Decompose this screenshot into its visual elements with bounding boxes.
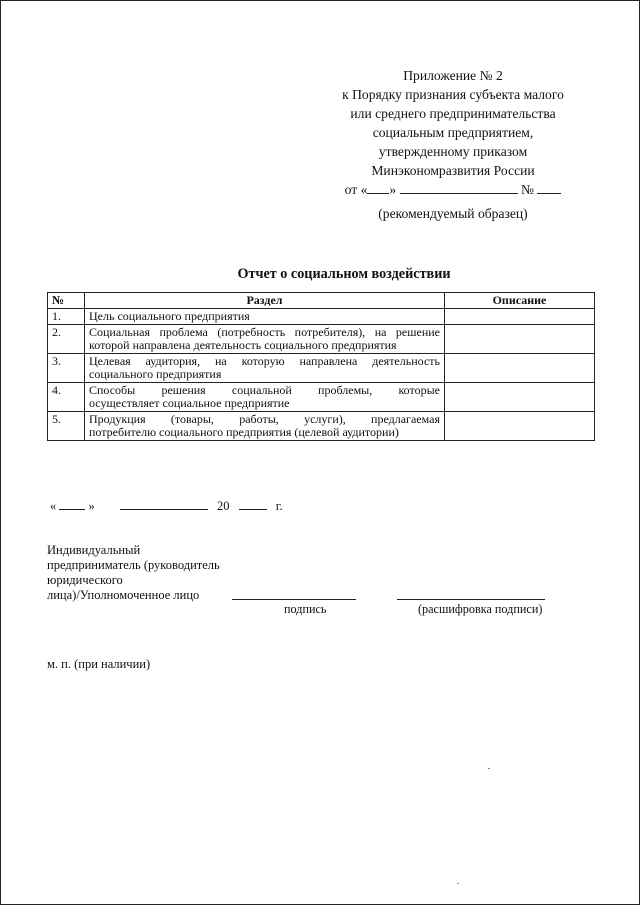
day-blank [367, 181, 389, 194]
sample-note: (рекомендуемый образец) [378, 206, 528, 221]
appendix-line: социальным предприятием, [372, 125, 534, 140]
column-header-number: № [48, 293, 85, 309]
table-row [48, 354, 595, 383]
month-blank [400, 181, 518, 194]
row-section [85, 354, 445, 383]
date-mid: » [389, 182, 397, 197]
scan-speck [457, 883, 459, 884]
row-section-line: Целевая аудитория, на которую направлена деятельность [89, 354, 440, 368]
row-section-line: осуществляет социальное предприятие [89, 396, 290, 410]
table-row [48, 325, 595, 354]
row-description-cell[interactable] [445, 383, 595, 412]
number-sign: № [520, 182, 534, 197]
report-title: Отчет о социальном воздействии [237, 266, 451, 282]
decryption-caption: (расшифровка подписи) [418, 602, 543, 616]
number-blank [537, 181, 561, 194]
date-prefix: от « [344, 182, 368, 197]
row-description-cell[interactable] [445, 309, 595, 325]
row-description-cell[interactable] [445, 354, 595, 383]
table-header-row [48, 293, 595, 309]
report-date-line [50, 498, 283, 514]
day-field[interactable] [59, 498, 85, 510]
year-prefix: 20 [217, 499, 230, 513]
row-section-line: Цель социального предприятия [89, 309, 250, 323]
signer-line: Индивидуальный [47, 543, 141, 557]
column-header-section: Раздел [85, 293, 445, 309]
date-close-quote: » [88, 499, 95, 513]
year-suffix: г. [275, 499, 283, 513]
column-header-description: Описание [445, 293, 595, 309]
row-section [85, 412, 445, 441]
row-section-line: социального предприятия [89, 367, 222, 381]
row-number: 4. [48, 383, 85, 412]
row-section [85, 383, 445, 412]
table-row [48, 309, 595, 325]
appendix-line: или среднего предпринимательства [350, 106, 556, 121]
row-description-cell[interactable] [445, 325, 595, 354]
signer-line: предприниматель (руководитель [47, 558, 220, 572]
appendix-line: Минэкономразвития России [371, 163, 535, 178]
row-section [85, 309, 445, 325]
row-section-line: потребителю социального предприятия (целевой аудитории) [89, 425, 399, 439]
report-table [47, 292, 595, 441]
appendix-line: утвержденному приказом [378, 144, 528, 159]
appendix-line: к Порядку признания субъекта малого [342, 87, 564, 102]
row-number: 1. [48, 309, 85, 325]
signature-caption: подпись [284, 602, 327, 616]
year-field[interactable] [239, 498, 267, 510]
row-section [85, 325, 445, 354]
row-section-line: которой направлена деятельность социального предприятия [89, 338, 397, 352]
appendix-line: Приложение № 2 [403, 68, 503, 83]
row-number: 5. [48, 412, 85, 441]
stamp-note: м. п. (при наличии) [47, 657, 151, 671]
row-number: 3. [48, 354, 85, 383]
appendix-date-line [318, 180, 588, 199]
signer-line: юридического [47, 573, 123, 587]
row-description-cell[interactable] [445, 412, 595, 441]
month-field[interactable] [120, 498, 208, 510]
row-section-line: Способы решения социальной проблемы, которые [89, 383, 440, 397]
row-section-line: Социальная проблема (потребность потребителя), на решение [89, 325, 440, 339]
date-open-quote: « [50, 499, 57, 513]
decryption-field[interactable] [397, 599, 545, 600]
scan-speck [488, 768, 490, 769]
appendix-header [318, 66, 588, 199]
table-row [48, 383, 595, 412]
row-number: 2. [48, 325, 85, 354]
signature-field[interactable] [232, 599, 356, 600]
signer-block [47, 543, 247, 603]
row-section-line: Продукция (товары, работы, услуги), предлагаемая [89, 412, 440, 426]
table-row [48, 412, 595, 441]
signer-line: лица)/Уполномоченное лицо [47, 588, 200, 602]
